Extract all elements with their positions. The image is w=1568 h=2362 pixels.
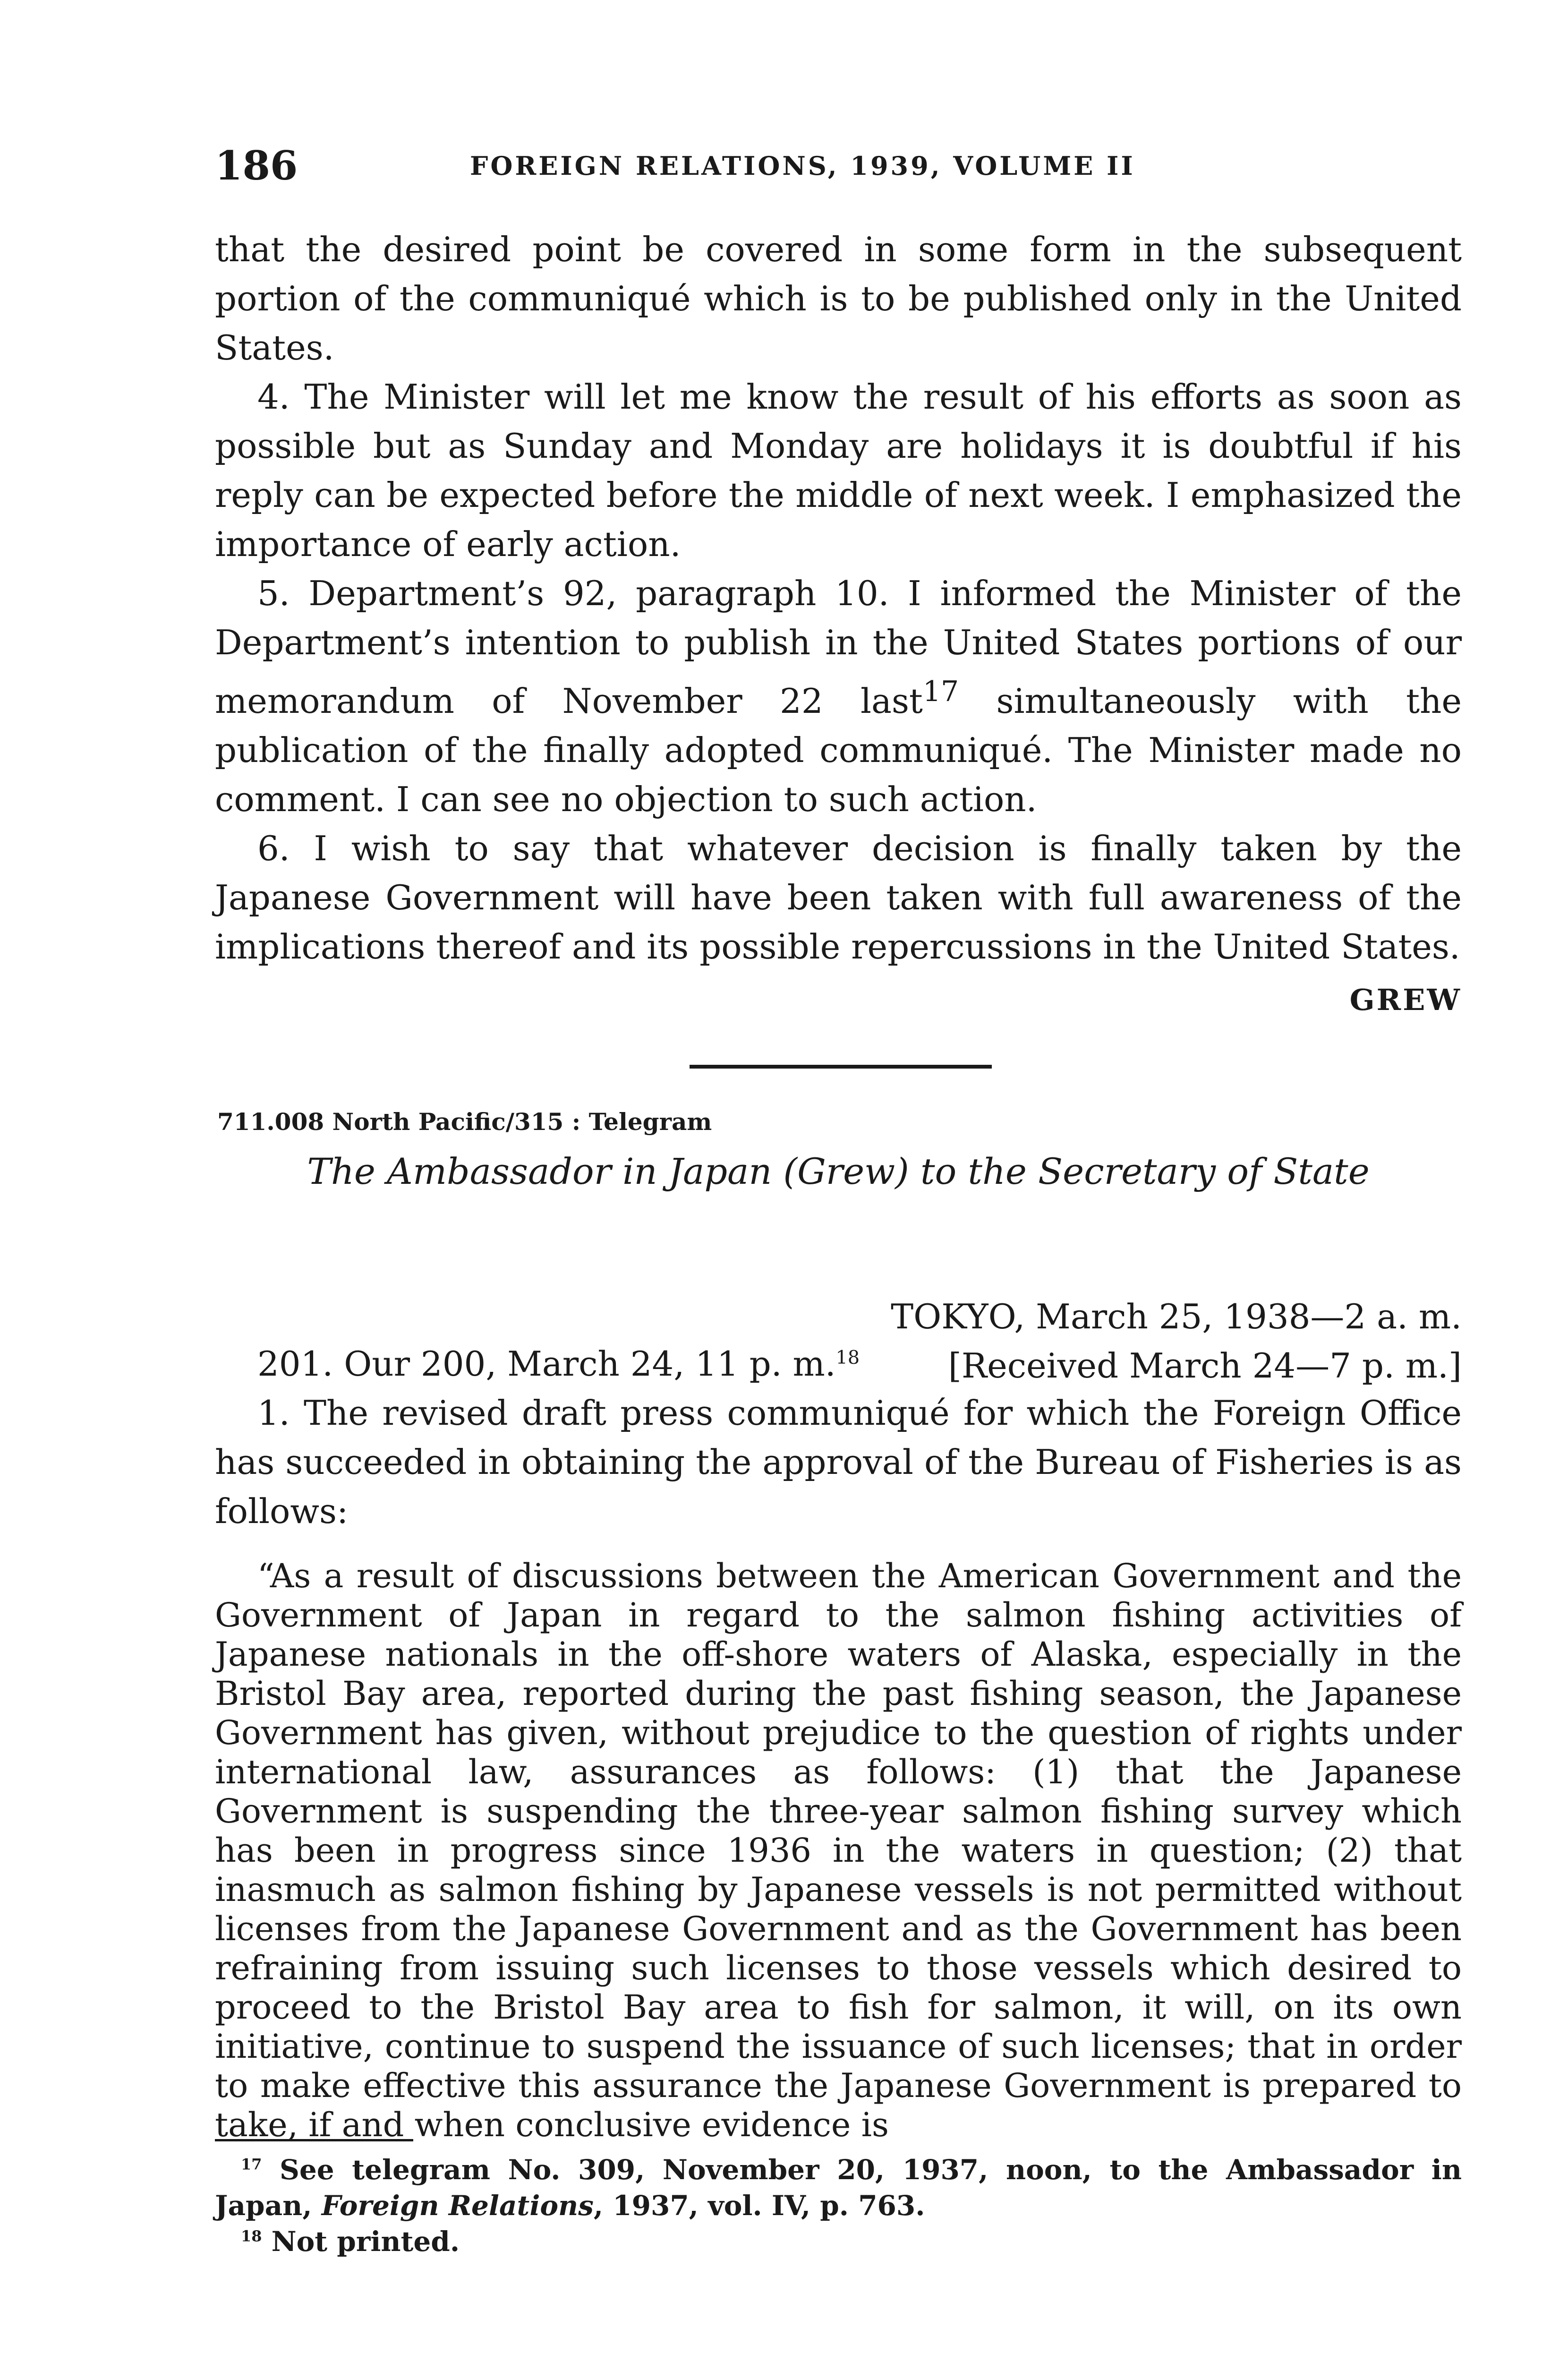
continued-telegram-text — [215, 225, 1462, 971]
footnote-ref-18: 18 — [835, 1347, 860, 1369]
footnote-17 — [215, 2152, 1462, 2224]
paragraph-continuation: that the desired point be covered in some form in the subsequent portion of the communiqué which is to be published only in the United States. — [215, 230, 1462, 368]
footnote-rule — [215, 2139, 413, 2141]
paragraph-5 — [215, 569, 1462, 824]
footnote-17-mark: 17 — [241, 2155, 262, 2174]
footnote-18 — [215, 2224, 1462, 2259]
footnote-18-text: Not printed. — [262, 2225, 460, 2258]
paragraph-1: 1. The revised draft press communiqué for which the Foreign Office has succeeded in obtaining the approval of the Bureau of Fisheries is as follows: — [215, 1393, 1462, 1531]
paragraph-6: 6. I wish to say that whatever decision is finally taken by the Japanese Government will have been taken with full awareness of the implications thereof and its possible repercussions in the United States. — [215, 829, 1462, 967]
footnote-18-mark: 18 — [241, 2227, 262, 2245]
dateline-sent: TOKYO, March 25, 1938—2 a. m. — [891, 1297, 1462, 1336]
paragraph-201 — [215, 1339, 1462, 1388]
paragraph-5-text-end: simultaneously with the publication of the finally adopted communiqué. The Minister made no comment. I can see no objection to such action. — [215, 681, 1462, 819]
footnotes — [215, 2152, 1462, 2259]
document-title: The Ambassador in Japan (Grew) to the Secretary of State — [307, 1150, 1370, 1192]
section-divider — [690, 1065, 992, 1069]
communique-quote: “As a result of discussions between the American Government and the Government of Japan in regard to the salmon fishing activities of Japanese nationals in the off-shore waters of Alaska, especially in the Bristol Bay area, reported during the past fishing season, the Japanese Government has given, without prejudice to the question of rights under international law, assurances as follows: (1) that the Japanese Government is suspending the three-year salmon fishing survey which has been in progress since 1936 in the waters in question; (2) that inasmuch as salmon fishing by Japanese vessels is not permitted without licenses from the Japanese Government and as the Government has been refraining from issuing such licenses to those vessels which desired to proceed to the Bristol Bay area to fish for salmon, it will, on its own initiative, continue to suspend the issuance of such licenses; that in order to make effective this assurance the Japanese Government is prepared to take, if and when conclusive evidence is — [215, 1557, 1462, 2144]
running-title: FOREIGN RELATIONS, 1939, VOLUME II — [470, 151, 1135, 181]
footnote-ref-17: 17 — [922, 675, 959, 708]
paragraph-201-text: 201. Our 200, March 24, 11 p. m. — [257, 1344, 836, 1384]
page-number: 186 — [215, 142, 298, 189]
telegram-body — [215, 1339, 1462, 1536]
dateline-received: [Received March 24—7 p. m.] — [948, 1346, 1462, 1386]
paragraph-5-text: 5. Department’s 92, paragraph 10. I informed the Minister of the Department’s intention to publish in the United States portions of our memorandum of November 22 last — [215, 573, 1462, 721]
running-head — [215, 140, 1462, 192]
footnote-17-text: See telegram No. 309, November 20, 1937, noon, to the Ambassador in Japan, — [215, 2154, 1462, 2222]
footnote-17-source: Foreign Relations — [321, 2190, 594, 2222]
file-reference: 711.008 North Pacific/315 : Telegram — [217, 1108, 712, 1136]
footnote-17-tail: , 1937, vol. IV, p. 763. — [593, 2190, 925, 2222]
paragraph-4: 4. The Minister will let me know the result of his efforts as soon as possible but as Sunday and Monday are holidays it is doubtful if his reply can be expected before the middle of next week. I emphasized the importance of early action. — [215, 377, 1462, 564]
signature-grew: GREW — [1349, 983, 1462, 1017]
